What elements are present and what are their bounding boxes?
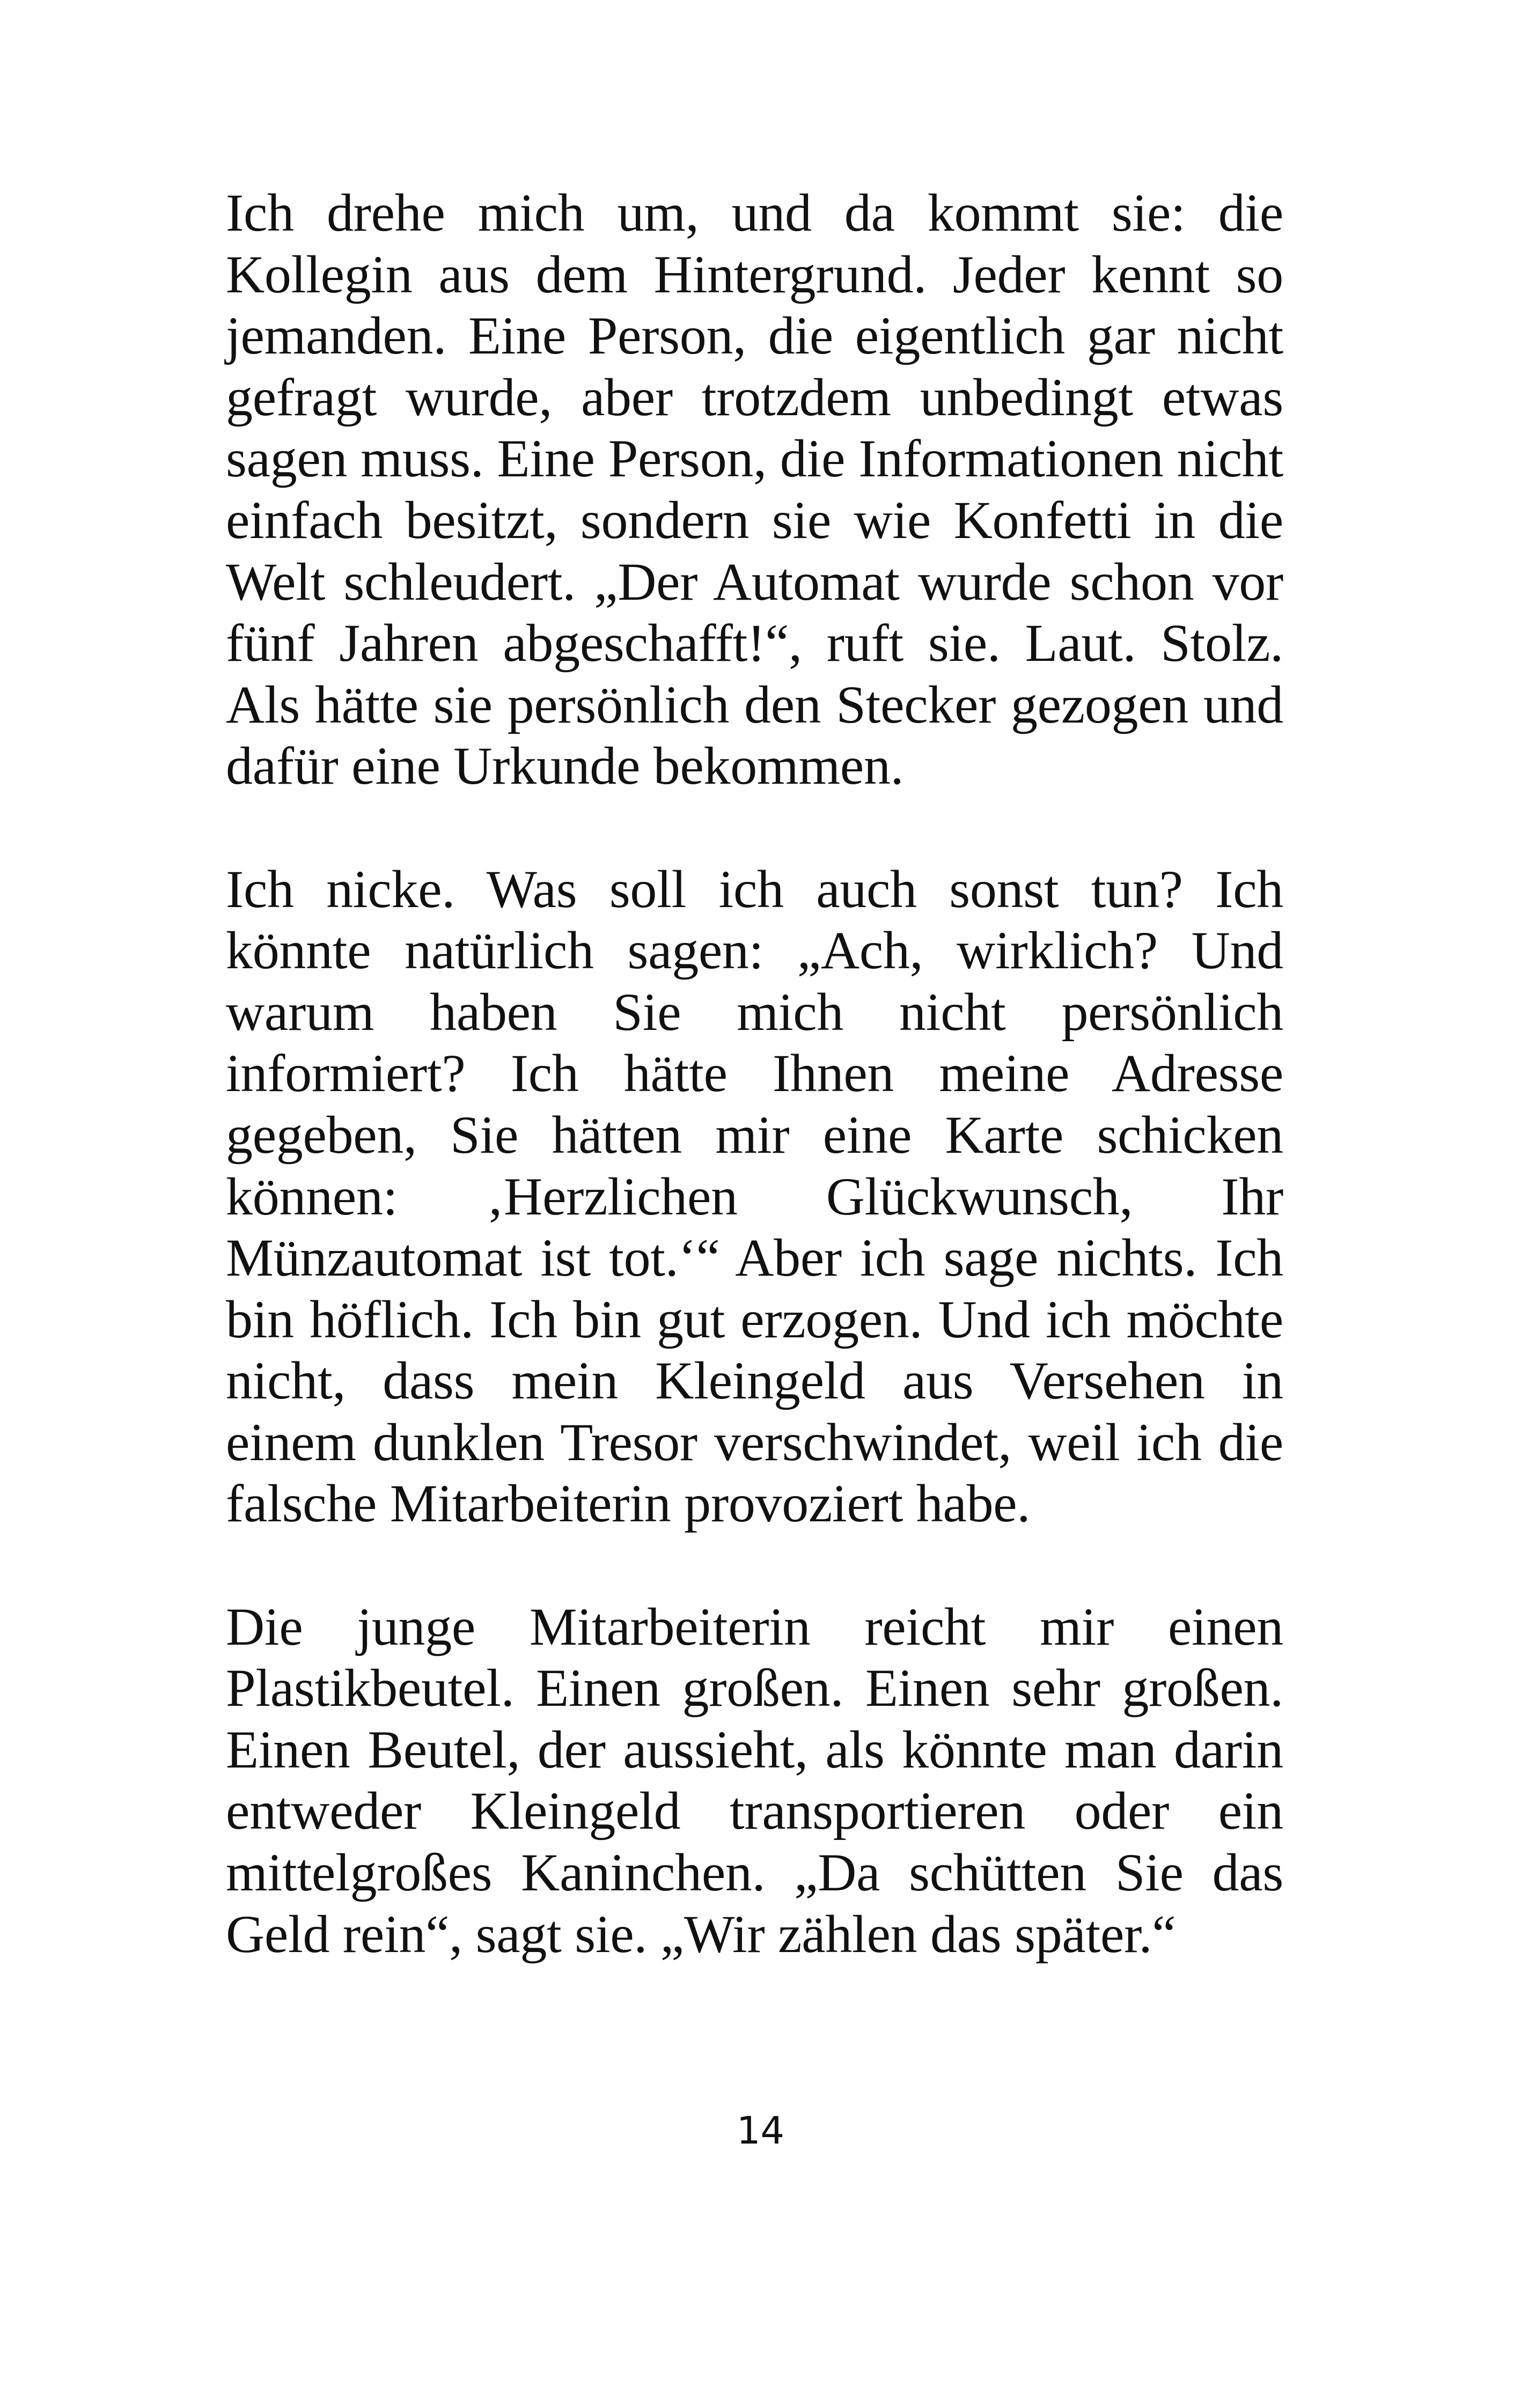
body-text bbox=[226, 182, 1283, 1965]
paragraph-3: Die junge Mitarbeiterin reicht mir einen Plastikbeutel. Einen großen. Einen sehr großen. Einen Beutel, der aussieht, als könnte man darin entweder Kleingeld transportieren oder ein mittelgroßes Kaninchen. „Da schütten Sie das Geld rein“, sagt sie. „Wir zählen das später.“ bbox=[226, 1596, 1283, 1964]
paragraph-1: Ich drehe mich um, und da kommt sie: die Kollegin aus dem Hintergrund. Jeder kennt so jemanden. Eine Person, die eigentlich gar nicht gefragt wurde, aber trotzdem unbedingt etwas sagen muss. Eine Person, die Informationen nicht einfach besitzt, sondern sie wie Konfetti in die Welt schleudert. „Der Automat wurde schon vor fünf Jahren abgeschafft!“, ruft sie. Laut. Stolz. Als hätte sie persönlich den Stecker gezogen und dafür eine Urkunde bekommen. bbox=[226, 183, 1283, 796]
page-number: 14 bbox=[736, 2109, 785, 2153]
paragraph-2: Ich nicke. Was soll ich auch sonst tun? Ich könnte natürlich sagen: „Ach, wirklich? Und warum haben Sie mich nicht persönlich informiert? Ich hätte Ihnen meine Adresse gegeben, Sie hätten mir eine Karte schicken können: ‚Herzlichen Glückwunsch, Ihr Münzautomat ist tot.‘“ Aber ich sage nichts. Ich bin höflich. Ich bin gut erzogen. Und ich möchte nicht, dass mein Kleingeld aus Versehen in einem dunklen Tresor verschwindet, weil ich die falsche Mitarbeiterin provoziert habe. bbox=[226, 859, 1283, 1534]
